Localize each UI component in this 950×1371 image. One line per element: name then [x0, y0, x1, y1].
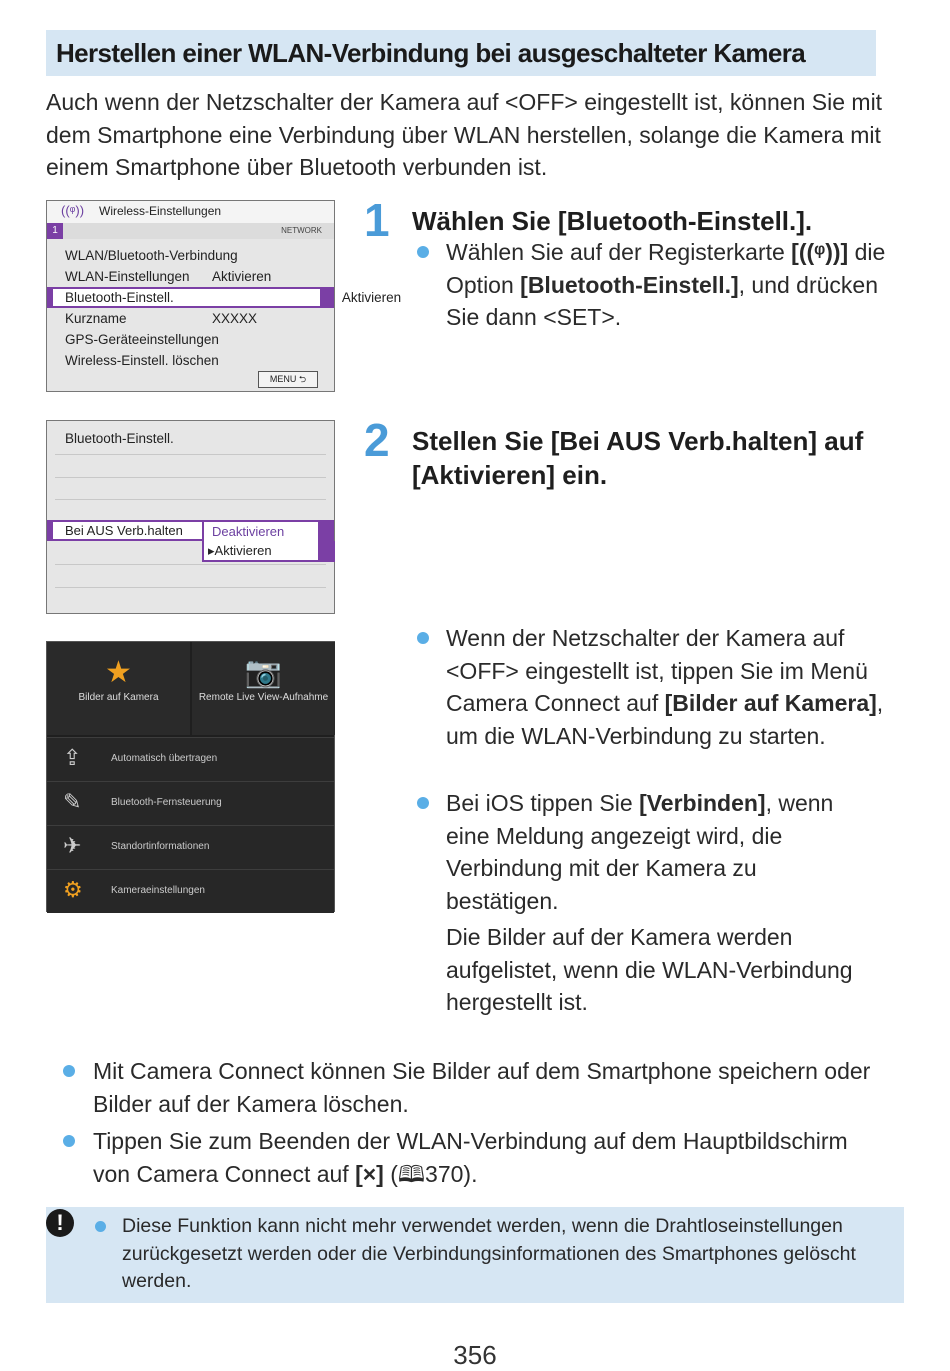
tab-label: NETWORK: [281, 226, 322, 235]
caution-icon: !: [46, 1209, 74, 1237]
option-deactivate: Deaktivieren: [212, 524, 285, 539]
bullet-dot: [417, 246, 429, 258]
tile-remote-live-view: [192, 642, 335, 735]
caution-text: Diese Funktion kann nicht mehr verwendet werden, wenn die Drahtloseinstellungen zurückgesetzt werden oder die Verbindungsinformationen des Smartphones gelöscht werden.: [122, 1215, 856, 1292]
menu-row-wlan-bluetooth: [47, 245, 334, 266]
bluetooth-settings-screenshot: [46, 420, 335, 614]
transfer-icon: ⇪: [63, 745, 82, 770]
menu-row-label: Wireless-Einstell. löschen: [65, 353, 219, 368]
menu-back-button: MENU ⮌: [258, 371, 318, 388]
menu-row-label: Bluetooth-Einstell.: [65, 290, 174, 305]
menu-row-label: GPS-Geräteeinstellungen: [65, 332, 219, 347]
section-title: Herstellen einer WLAN-Verbindung bei ausgeschalteter Kamera: [46, 30, 876, 76]
menu-row-clear: [47, 350, 334, 371]
tile-images-on-camera: [47, 642, 190, 735]
menu-row-wlan-settings: [47, 266, 334, 287]
bullet-dot: [95, 1221, 106, 1232]
location-icon: ✈: [63, 833, 82, 858]
bt-option-dropdown: [202, 520, 320, 562]
bullet-dot: [417, 797, 429, 809]
tab-number: 1: [47, 223, 63, 239]
settings-icon: ⚙: [63, 877, 83, 902]
bt-screen-title: Bluetooth-Einstell.: [65, 431, 174, 446]
menu-row-value: Aktivieren: [212, 269, 272, 284]
bottom-bullet-2: Tippen Sie zum Beenden der WLAN-Verbindung auf dem Hauptbildschirm von Camera Connect auf [×] (🕮370).: [93, 1128, 848, 1187]
intro-paragraph: Auch wenn der Netzschalter der Kamera auf <OFF> eingestellt ist, können Sie mit dem Smartphone eine Verbindung über WLAN herstellen, solange die Kamera mit einem Smartphone über Bluetooth verbunden ist.: [46, 89, 883, 180]
row-label: Kameraeinstellungen: [111, 885, 205, 896]
row-auto-transfer: [47, 737, 334, 781]
menu-row-value: XXXXX: [212, 311, 258, 326]
row-label: Automatisch übertragen: [111, 753, 218, 764]
camera-icon: 📷: [244, 656, 283, 689]
step-2-followup: Die Bilder auf der Kamera werden aufgelistet, wenn die WLAN-Verbindung hergestellt ist.: [446, 924, 853, 1015]
step-2-bullet-1: Wenn der Netzschalter der Kamera auf <OFF> eingestellt ist, tippen Sie im Menü Camera Connect auf [Bilder auf Kamera], um die WLAN-Verbindung zu starten.: [446, 625, 884, 749]
menu-tabs: [47, 223, 334, 239]
step-2-bullet-2: Bei iOS tippen Sie [Verbinden], wenn eine Meldung angezeigt wird, die Verbindung mit der Kamera zu bestätigen.: [446, 790, 834, 914]
menu-header: [47, 201, 334, 224]
step-1-number: 1: [364, 194, 390, 246]
bullet-dot: [417, 632, 429, 644]
book-icon: 🕮: [397, 1160, 426, 1187]
bullet-dot: [63, 1135, 75, 1147]
menu-row-label: WLAN/Bluetooth-Verbindung: [65, 248, 238, 263]
camera-menu-screenshot: [46, 200, 402, 392]
tile-label: Bilder auf Kamera: [78, 692, 159, 703]
step-2-number: 2: [364, 414, 390, 466]
row-camera-settings: [47, 869, 334, 913]
page-number: 356: [453, 1340, 497, 1370]
bt-row-label: Bei AUS Verb.halten: [65, 523, 183, 538]
row-location-info: [47, 825, 334, 869]
menu-row-gps: [47, 329, 334, 350]
menu-row-bluetooth-settings: [47, 287, 402, 308]
bottom-bullet-1: Mit Camera Connect können Sie Bilder auf dem Smartphone speichern oder Bilder auf der Kamera löschen.: [93, 1058, 871, 1117]
menu-header-title: Wireless-Einstellungen: [99, 204, 222, 218]
step-1-bullet: Wählen Sie auf der Registerkarte [((ᵠ))] die Option [Bluetooth-Einstell.], und drücken Sie dann <SET>.: [446, 239, 886, 330]
menu-row-nickname: [47, 308, 334, 329]
tile-label: Remote Live View-Aufnahme: [198, 692, 329, 703]
camera-connect-screenshot: [46, 641, 335, 912]
wireless-icon: ((ᵠ)): [61, 203, 85, 218]
option-activate: ▸Aktivieren: [208, 543, 272, 558]
images-icon: ★: [105, 656, 132, 689]
row-bluetooth-remote: [47, 781, 334, 825]
menu-row-label: Kurzname: [65, 311, 127, 326]
step-1-heading: Wählen Sie [Bluetooth-Einstell.].: [412, 206, 813, 236]
close-icon: [×]: [355, 1160, 384, 1187]
remote-icon: ✎: [63, 789, 82, 814]
bullet-dot: [63, 1065, 75, 1077]
row-label: Bluetooth-Fernsteuerung: [111, 797, 222, 808]
step-2-heading: Stellen Sie [Bei AUS Verb.halten] auf [Aktivieren] ein.: [412, 426, 864, 490]
menu-row-label: WLAN-Einstellungen: [65, 269, 190, 284]
row-label: Standortinformationen: [111, 841, 210, 852]
menu-row-value: Aktivieren: [341, 290, 402, 305]
